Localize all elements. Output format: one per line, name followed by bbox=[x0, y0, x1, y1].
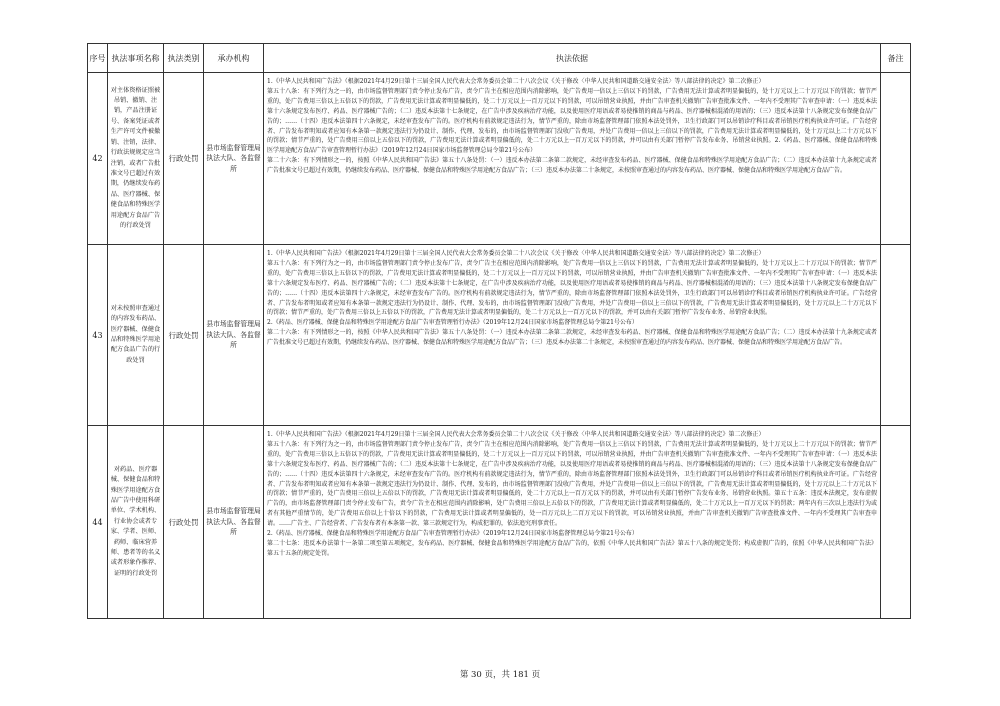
page-number: 第 30 页，共 181 页 bbox=[459, 670, 541, 680]
basis-paragraph: 第五十八条：有下列行为之一的，由市场监督管理部门责令停止发布广告，责令广告主在相应范围内消除影响，处广告费用一倍以上三倍以下的罚款，广告费用无法计算或者明显偏低的，处十万元以上二十万元以下的罚款；情节严重的，处广告费用三倍以上五倍以下的罚款，广告费用无法计算或者明显偏低的，处二十万元以上一百万元以下的罚款，可以吊销营业执照，并由广告审查机关撤销广告审查批准文件、一年内不受理其广告审查申请：（一）违反本法第十六条规定发布医疗、药品、医疗器械广告的；（二）违反本法第十七条规定，在广告中涉及疾病治疗功能，以及使用医疗用语或者易使推销的商品与药品、医疗器械相混淆的用语的；（三）违反本法第十八条规定发布保健食品广告的；……（十四）违反本法第四十六条规定，未经审查发布广告的。医疗机构有前款规定违法行为，情节严重的，除由市场监督管理部门依照本法处罚外，卫生行政部门可以吊销诊疗科目或者吊销医疗机构执业许可证。广告经营者、广告发布者明知或者应知有本条第一款规定违法行为仍设计、制作、代理、发布的，由市场监督管理部门没收广告费用，并处广告费用一倍以上三倍以下的罚款，广告费用无法计算或者明显偏低的，处十万元以上二十万元以下的罚款；情节严重的，处广告费用三倍以上五倍以下的罚款，广告费用无法计算或者明显偏低的，处二十万元以上一百万元以下的罚款，并可以由有关部门暂停广告发布业务、吊销营业执照。 bbox=[267, 259, 877, 317]
basis-paragraph: 第二十六条：有下列情形之一的，按照《中华人民共和国广告法》第五十八条处罚：（一）违反本办法第二条第二款规定，未经审查发布药品、医疗器械、保健食品和特殊医学用途配方食品广告；（二）违反本办法第十九条规定或者广告批准文号已超过有效期，仍继续发布药品、医疗器械、保健食品和特殊医学用途配方食品广告；（三）违反本办法第二十条规定，未按照审查通过的内容发布药品、医疗器械、保健食品和特殊医学用途配方食品广告。 bbox=[267, 157, 877, 175]
row-item-name: 对主体资格证照被吊销、撤销、注销，产品注册证号、备案凭证或者生产许可文件被撤销、注销，法律、行政法规规定应当注销，或者广告批准文号已超过有效期，仍继续发布药品、医疗器械、保健食品和特殊医学用途配方食品广告的行政处罚 bbox=[108, 73, 164, 245]
row-seq: 44 bbox=[88, 426, 108, 619]
table-row bbox=[88, 426, 911, 619]
basis-paragraph: 1.《中华人民共和国广告法》（根据2021年4月29日第十三届全国人民代表大会常务委员会第二十八次会议《关于修改〈中华人民共和国道路交通安全法〉等八部法律的决定》第二次修正） bbox=[267, 78, 765, 85]
row-basis bbox=[264, 426, 881, 619]
row-category: 行政处罚 bbox=[164, 245, 204, 426]
row-basis bbox=[264, 73, 881, 245]
row-note bbox=[881, 245, 911, 426]
row-note bbox=[881, 426, 911, 619]
header-note: 备注 bbox=[881, 44, 911, 73]
basis-paragraph: 第五十八条：有下列行为之一的，由市场监督管理部门责令停止发布广告，责令广告主在相应范围内消除影响，处广告费用一倍以上三倍以下的罚款，广告费用无法计算或者明显偏低的，处十万元以上二十万元以下的罚款；情节严重的，处广告费用三倍以上五倍以下的罚款，广告费用无法计算或者明显偏低的，处二十万元以上一百万元以下的罚款，可以吊销营业执照，并由广告审查机关撤销广告审查批准文件、一年内不受理其广告审查申请：（一）违反本法第十六条规定发布医疗、药品、医疗器械广告的；（二）违反本法第十七条规定，在广告中涉及疾病治疗功能，以及使用医疗用语或者易使推销的商品与药品、医疗器械相混淆的用语的；（三）违反本法第十八条规定发布保健食品广告的；……（十四）违反本法第四十六条规定，未经审查发布广告的。医疗机构有前款规定违法行为，情节严重的，除由市场监督管理部门依照本法处罚外，卫生行政部门可以吊销诊疗科目或者吊销医疗机构执业许可证。广告经营者、广告发布者明知或者应知有本条第一款规定违法行为仍设计、制作、代理、发布的，由市场监督管理部门没收广告费用，并处广告费用一倍以上三倍以下的罚款，广告费用无法计算或者明显偏低的，处十万元以上二十万元以下的罚款；情节严重的，处广告费用三倍以上五倍以下的罚款，广告费用无法计算或者明显偏低的，处二十万元以上一百万元以下的罚款，并可以由有关部门暂停广告发布业务、吊销营业执照。2.《药品、医疗器械、保健食品和特殊医学用途配方食品广告审查管理暂行办法》（2019年12月24日国家市场监督管理总局令第21号公布） bbox=[267, 87, 877, 155]
basis-paragraph: 第五十八条：有下列行为之一的，由市场监督管理部门责令停止发布广告，责令广告主在相应范围内消除影响，处广告费用一倍以上三倍以下的罚款，广告费用无法计算或者明显偏低的，处十万元以上二十万元以下的罚款；情节严重的，处广告费用三倍以上五倍以下的罚款，广告费用无法计算或者明显偏低的，处二十万元以上一百万元以下的罚款，可以吊销营业执照，并由广告审查机关撤销广告审查批准文件、一年内不受理其广告审查申请：（一）违反本法第十六条规定发布医疗、药品、医疗器械广告的；（二）违反本法第十七条规定，在广告中涉及疾病治疗功能，以及使用医疗用语或者易使推销的商品与药品、医疗器械相混淆的用语的；（三）违反本法第十八条规定发布保健食品广告的；……（十四）违反本法第四十六条规定，未经审查发布广告的。医疗机构有前款规定违法行为，情节严重的，除由市场监督管理部门依照本法处罚外，卫生行政部门可以吊销诊疗科目或者吊销医疗机构执业许可证。广告经营者、广告发布者明知或者应知有本条第一款规定违法行为仍设计、制作、代理、发布的，由市场监督管理部门没收广告费用，并处广告费用一倍以上三倍以下的罚款，广告费用无法计算或者明显偏低的，处十万元以上二十万元以下的罚款；情节严重的，处广告费用三倍以上五倍以下的罚款，广告费用无法计算或者明显偏低的，处二十万元以上一百万元以下的罚款，并可以由有关部门暂停广告发布业务、吊销营业执照。第五十五条：违反本法规定，发布虚假广告的，由市场监督管理部门责令停止发布广告，责令广告主在相应范围内消除影响，处广告费用三倍以上五倍以下的罚款，广告费用无法计算或者明显偏低的，处二十万元以上一百万元以下的罚款；两年内有三次以上违法行为或者有其他严重情节的，处广告费用五倍以上十倍以下的罚款，广告费用无法计算或者明显偏低的，处一百万元以上二百万元以下的罚款，可以吊销营业执照，并由广告审查机关撤销广告审查批准文件、一年内不受理其广告审查申请。……广告主、广告经营者、广告发布者有本条第一款、第三款规定行为，构成犯罪的，依法追究刑事责任。 bbox=[267, 440, 877, 528]
header-basis: 执法依据 bbox=[264, 44, 881, 73]
basis-paragraph: 1.《中华人民共和国广告法》（根据2021年4月29日第十三届全国人民代表大会常务委员会第二十八次会议《关于修改〈中华人民共和国道路交通安全法〉等八部法律的决定》第二次修正） bbox=[267, 431, 765, 438]
row-org: 县市场监督管理局执法大队、各监督所 bbox=[204, 245, 264, 426]
header-org: 承办机构 bbox=[204, 44, 264, 73]
row-item-name: 对未按照审查通过的内容发布药品、医疗器械、保健食品和特殊医学用途配方食品广告的行政处罚 bbox=[108, 245, 164, 426]
row-seq: 42 bbox=[88, 73, 108, 245]
row-seq: 43 bbox=[88, 245, 108, 426]
table-row bbox=[88, 73, 911, 245]
row-note bbox=[881, 73, 911, 245]
row-item-name: 对药品、医疗器械、保健食品和特殊医学用途配方食品广告中使用科研单位、学术机构、行业协会或者专家、学者、医师、药师、临床营养师、患者等的名义或者形象作推荐、证明的行政处罚 bbox=[108, 426, 164, 619]
table-row bbox=[88, 245, 911, 426]
header-item-name: 执法事项名称 bbox=[108, 44, 164, 73]
header-category: 执法类别 bbox=[164, 44, 204, 73]
basis-paragraph: 第二十七条：违反本办法第十一条第二项至第五项规定，发布药品、医疗器械、保健食品和特殊医学用途配方食品广告的，依照《中华人民共和国广告法》第五十八条的规定处罚；构成虚假广告的，依照《中华人民共和国广告法》第五十五条的规定处罚。 bbox=[267, 539, 877, 557]
row-org: 县市场监督管理局执法大队、各监督所 bbox=[204, 73, 264, 245]
row-category: 行政处罚 bbox=[164, 73, 204, 245]
row-category: 行政处罚 bbox=[164, 426, 204, 619]
header-seq: 序号 bbox=[88, 44, 108, 73]
basis-paragraph: 1.《中华人民共和国广告法》（根据2021年4月29日第十三届全国人民代表大会常务委员会第二十八次会议《关于修改〈中华人民共和国道路交通安全法〉等八部法律的决定》第二次修正） bbox=[267, 250, 765, 257]
row-org: 县市场监督管理局执法大队、各监督所 bbox=[204, 426, 264, 619]
row-basis bbox=[264, 245, 881, 426]
enforcement-table bbox=[87, 43, 911, 619]
basis-paragraph: 2.《药品、医疗器械、保健食品和特殊医学用途配方食品广告审查管理暂行办法》（2019年12月24日国家市场监督管理总局令第21号公布） bbox=[267, 530, 638, 538]
basis-paragraph: 第二十六条：有下列情形之一的，按照《中华人民共和国广告法》第五十八条处罚：（一）违反本办法第二条第二款规定，未经审查发布药品、医疗器械、保健食品和特殊医学用途配方食品广告；（二）违反本办法第十九条规定或者广告批准文号已超过有效期，仍继续发布药品、医疗器械、保健食品和特殊医学用途配方食品广告；（三）违反本办法第二十条规定，未按照审查通过的内容发布药品、医疗器械、保健食品和特殊医学用途配方食品广告。 bbox=[267, 329, 877, 347]
basis-paragraph: 2.《药品、医疗器械、保健食品和特殊医学用途配方食品广告审查管理暂行办法》（2019年12月24日国家市场监督管理总局令第21号公布） bbox=[267, 319, 638, 327]
table-header-row bbox=[88, 44, 911, 73]
